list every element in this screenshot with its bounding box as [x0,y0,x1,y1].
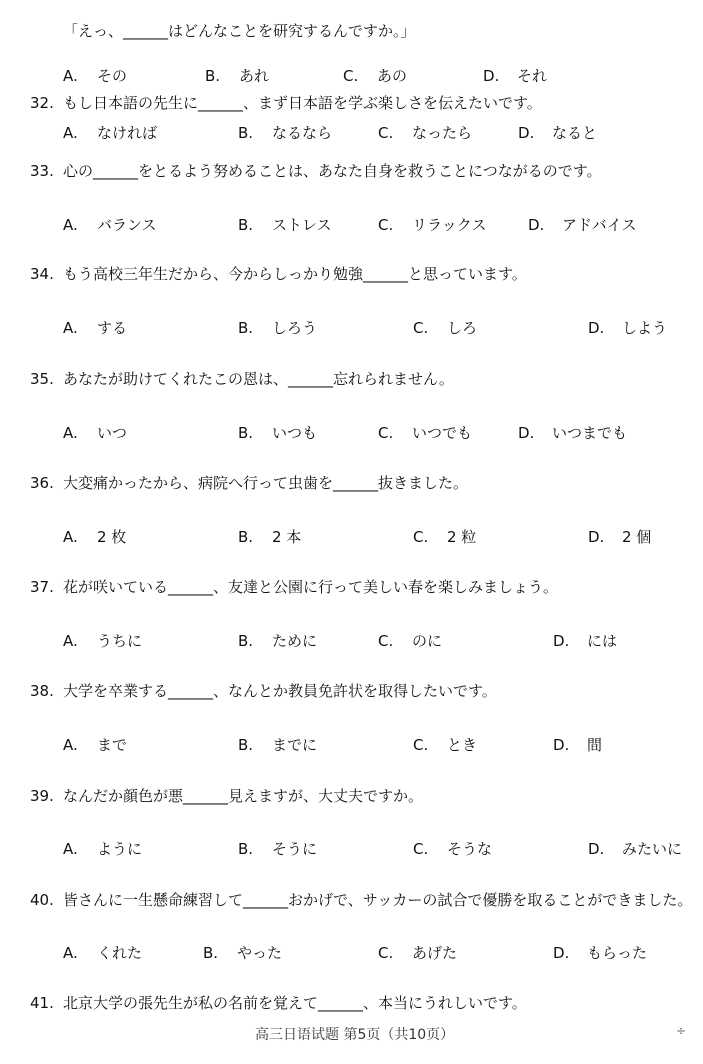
option-letter: A. [63,528,78,546]
option-letter: B. [238,632,254,650]
answer-option [528,214,637,235]
option-letter: D. [553,736,570,754]
option-letter: A. [63,424,78,442]
answer-option [63,65,127,86]
answer-option [588,838,682,859]
option-text: くれた [97,944,143,962]
option-letter: C. [413,528,429,546]
question-number: 37. [30,578,54,596]
option-text: なったら [412,124,473,142]
answer-option [238,122,332,143]
question-number: 38. [30,682,54,700]
answer-option [238,422,317,443]
option-letter: C. [378,424,394,442]
option-text: まで [97,736,128,754]
option-letter: D. [553,632,570,650]
answer-option [63,838,142,859]
question-stem: 大学を卒業する______、なんとか教員免許状を取得したいです。 [63,682,497,700]
question-stem: 心の______をとるよう努めることは、あなた自身を救うことにつながるのです。 [63,162,602,180]
question-number: 41. [30,994,54,1012]
answer-option [553,630,617,651]
option-letter: A. [63,216,78,234]
option-letter: D. [528,216,545,234]
option-text: とき [447,736,478,754]
answer-option [553,942,647,963]
question-number: 32. [30,94,54,112]
question-stem: 「えっ、______はどんなことを研究するんですか。」 [63,22,416,40]
option-letter: C. [413,319,429,337]
option-text: なければ [97,124,158,142]
option-text: には [587,632,618,650]
answer-option [378,122,472,143]
answer-option [63,422,127,443]
question-stem: なんだか顔色が悪______見えますが、大丈夫ですか。 [63,787,424,805]
option-text: それ [517,67,548,85]
option-text: みたいに [622,840,683,858]
question-number: 39. [30,787,54,805]
answer-option [63,214,157,235]
option-letter: A. [63,944,78,962]
answer-option [378,422,472,443]
answer-option [378,942,457,963]
answer-option [238,214,332,235]
option-text: 2 個 [622,528,652,546]
answer-option [413,317,477,338]
option-letter: D. [483,67,500,85]
option-letter: C. [413,736,429,754]
option-text: いつも [272,424,318,442]
answer-option [203,942,282,963]
question-number: 36. [30,474,54,492]
option-text: いつでも [412,424,473,442]
option-text: する [97,319,128,337]
option-text: なるなら [272,124,333,142]
option-letter: A. [63,840,78,858]
answer-option [518,122,597,143]
question-stem: 北京大学の張先生が私の名前を覚えて______、本当にうれしいです。 [63,994,527,1012]
answer-option [63,734,127,755]
option-letter: C. [378,124,394,142]
option-text: その [97,67,128,85]
option-letter: C. [378,944,394,962]
option-text: リラックス [412,216,487,234]
answer-option [588,526,651,547]
option-text: やった [237,944,283,962]
answer-option [378,630,442,651]
answer-option [238,838,317,859]
option-text: バランス [97,216,157,234]
option-letter: C. [378,632,394,650]
option-text: 2 粒 [447,528,477,546]
option-letter: B. [238,319,254,337]
option-letter: A. [63,67,78,85]
option-text: しよう [622,319,668,337]
page-footer: 高三日语试题 第5页（共10页） [255,1027,455,1043]
option-letter: D. [588,840,605,858]
answer-option [63,122,157,143]
option-letter: D. [518,124,535,142]
option-letter: D. [553,944,570,962]
answer-option [238,734,317,755]
option-letter: C. [378,216,394,234]
option-letter: A. [63,124,78,142]
question-stem: 皆さんに一生懸命練習して______おかげで、サッカーの試合で優勝を取ることができました。 [63,891,693,909]
option-letter: C. [343,67,359,85]
option-letter: A. [63,319,78,337]
option-letter: C. [413,840,429,858]
option-letter: B. [238,840,254,858]
option-text: しろう [272,319,318,337]
answer-option [63,317,127,338]
option-text: いつまでも [552,424,628,442]
question-number: 34. [30,265,54,283]
answer-option [413,526,476,547]
option-text: ように [97,840,143,858]
option-text: なると [552,124,598,142]
option-text: のに [412,632,443,650]
option-text: もらった [587,944,648,962]
option-letter: B. [238,124,254,142]
option-letter: B. [238,424,254,442]
option-text: 間 [587,736,603,754]
answer-option [483,65,547,86]
option-text: あの [377,67,408,85]
option-letter: A. [63,632,78,650]
corner-mark: ÷ [676,1024,687,1038]
answer-option [553,734,602,755]
option-text: アドバイス [562,216,637,234]
option-text: ために [272,632,318,650]
question-number: 35. [30,370,54,388]
option-letter: D. [518,424,535,442]
option-text: あれ [239,67,270,85]
answer-option [238,630,317,651]
question-number: 40. [30,891,54,909]
option-text: うちに [97,632,143,650]
option-text: までに [272,736,318,754]
answer-option [63,630,142,651]
question-stem: あなたが助けてくれたこの恩は、______忘れられません。 [63,370,454,388]
option-text: そうな [447,840,493,858]
answer-option [518,422,627,443]
option-letter: B. [238,216,254,234]
answer-option [238,526,301,547]
question-stem: 大変痛かったから、病院へ行って虫歯を______抜きました。 [63,474,469,492]
answer-option [413,838,492,859]
option-letter: A. [63,736,78,754]
question-number: 33. [30,162,54,180]
option-text: 2 枚 [97,528,127,546]
answer-option [63,526,126,547]
option-text: いつ [97,424,128,442]
question-stem: 花が咲いている______、友達と公園に行って美しい春を楽しみましょう。 [63,578,559,596]
answer-option [63,942,142,963]
option-letter: B. [238,736,254,754]
option-letter: B. [205,67,221,85]
question-stem: もう高校三年生だから、今からしっかり勉強______と思っています。 [63,265,527,283]
option-text: あげた [412,944,458,962]
option-letter: D. [588,319,605,337]
option-text: 2 本 [272,528,302,546]
answer-option [378,214,487,235]
option-text: そうに [272,840,318,858]
option-text: ストレス [272,216,332,234]
option-letter: B. [203,944,219,962]
option-text: しろ [447,319,478,337]
question-stem: もし日本語の先生に______、まず日本語を学ぶ楽しさを伝えたいです。 [63,94,542,112]
answer-option [588,317,667,338]
answer-option [343,65,407,86]
answer-option [413,734,477,755]
option-letter: D. [588,528,605,546]
option-letter: B. [238,528,254,546]
answer-option [238,317,317,338]
answer-option [205,65,269,86]
